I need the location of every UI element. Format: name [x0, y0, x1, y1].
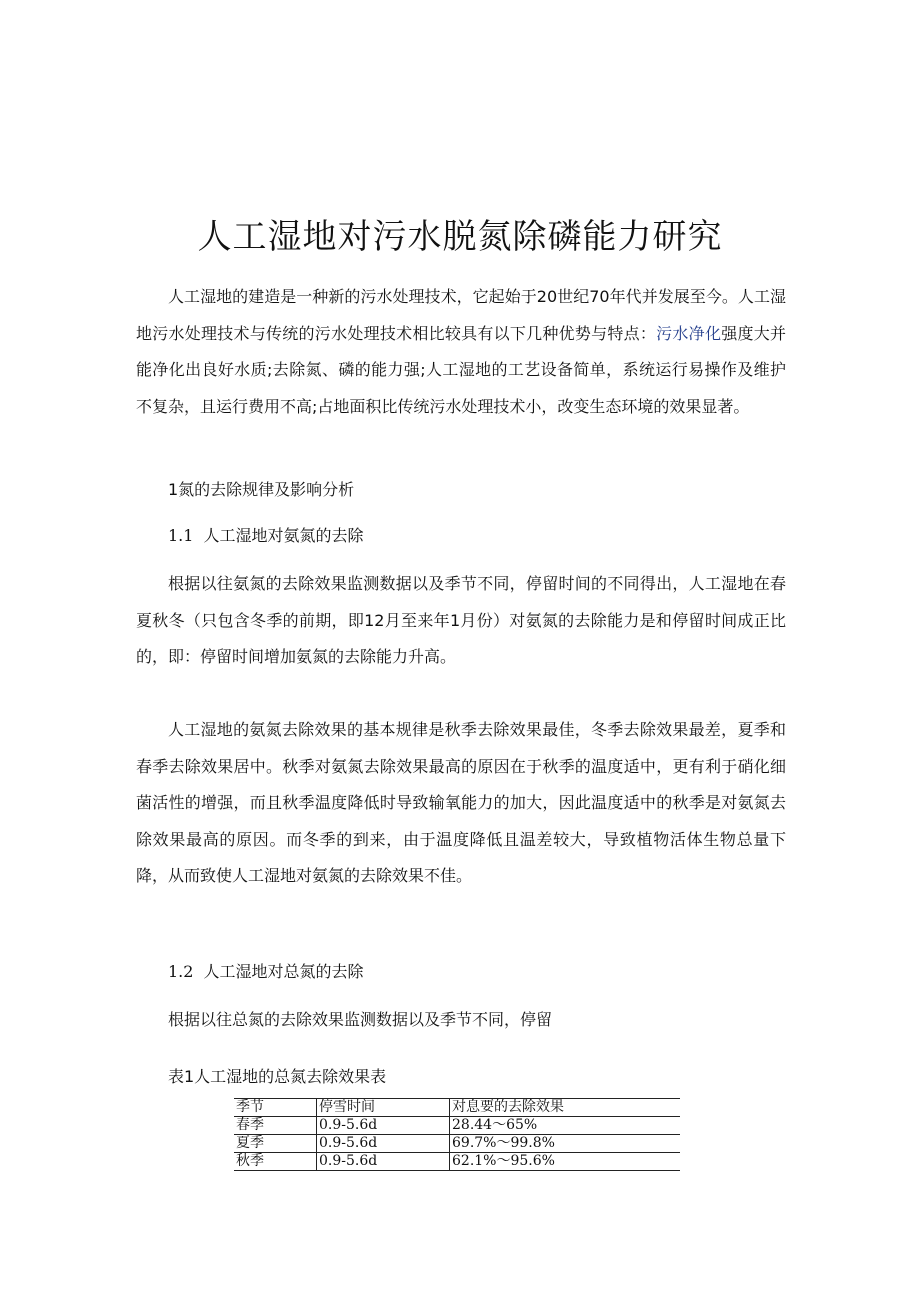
table-cell-retention-time: 0.9-5.6d [317, 1135, 450, 1153]
section-1-heading: 1氮的去除规律及影响分析 [168, 480, 355, 499]
table-cell-season: 春季 [234, 1117, 317, 1135]
section-1-1-number: 1.1 [168, 526, 194, 545]
table-1 [234, 1098, 680, 1171]
section-1-1-title: 人工湿地对氨氮的去除 [203, 526, 364, 545]
table-header-season: 季节 [234, 1099, 317, 1117]
table-cell-season: 秋季 [234, 1153, 317, 1171]
intro-highlight-link[interactable]: 污水净化 [656, 323, 722, 343]
intro-text-after: 强度大并能净化出良好水质;去除氮、磷的能力强;人工湿地的工艺设备简单，系统运行易操作及维护不复杂，且运行费用不高;占地面积比传统污水处理技术小，改变生态环境的效果显著。 [136, 323, 786, 416]
section-1-1-paragraph-1: 根据以往氨氮的去除效果监测数据以及季节不同，停留时间的不同得出，人工湿地在春夏秋冬（只包含冬季的前期，即12月至来年1月份）对氨氮的去除能力是和停留时间成正比的，即：停留时间增加氨氮的去除能力升高。 [136, 574, 786, 666]
section-1-1-heading [168, 525, 363, 547]
table-header-retention-time: 停雪时间 [317, 1099, 450, 1117]
section-1-2-title: 人工湿地对总氮的去除 [203, 962, 364, 981]
table-header-row [234, 1099, 680, 1117]
table-header-removal-effect: 对息要的去除效果 [450, 1099, 681, 1117]
section-1-2-heading [168, 961, 363, 983]
table-cell-removal-effect: 62.1%～95.6% [450, 1153, 681, 1171]
table-row [234, 1153, 680, 1171]
table-1-caption: 表1人工湿地的总氮去除效果表 [168, 1067, 387, 1086]
intro-text-before: 人工湿地的建造是一种新的污水处理技术，它起始于20世纪70年代并发展至今。人工湿地污水处理技术与传统的污水处理技术相比较具有以下几种优势与特点： [136, 287, 786, 343]
table-cell-retention-time: 0.9-5.6d [317, 1117, 450, 1135]
table-cell-retention-time: 0.9-5.6d [317, 1153, 450, 1171]
section-1-2-paragraph-1: 根据以往总氮的去除效果监测数据以及季节不同，停留 [168, 1010, 553, 1029]
page-title: 人工湿地对污水脱氮除磷能力研究 [197, 217, 723, 257]
table-cell-season: 夏季 [234, 1135, 317, 1153]
table-row [234, 1117, 680, 1135]
section-1-2-number: 1.2 [168, 962, 194, 981]
table-row [234, 1135, 680, 1153]
section-1-1-paragraph-2: 人工湿地的氨氮去除效果的基本规律是秋季去除效果最佳，冬季去除效果最差，夏季和春季去除效果居中。秋季对氨氮去除效果最高的原因在于秋季的温度适中，更有利于硝化细菌活性的增强，而且秋季温度降低时导致输氧能力的加大，因此温度适中的秋季是对氨氮去除效果最高的原因。而冬季的到来，由于温度降低且温差较大，导致植物活体生物总量下降，从而致使人工湿地对氨氮的去除效果不佳。 [136, 720, 786, 885]
table-cell-removal-effect: 28.44～65% [450, 1117, 681, 1135]
table-cell-removal-effect: 69.7%～99.8% [450, 1135, 681, 1153]
intro-paragraph [136, 279, 786, 425]
